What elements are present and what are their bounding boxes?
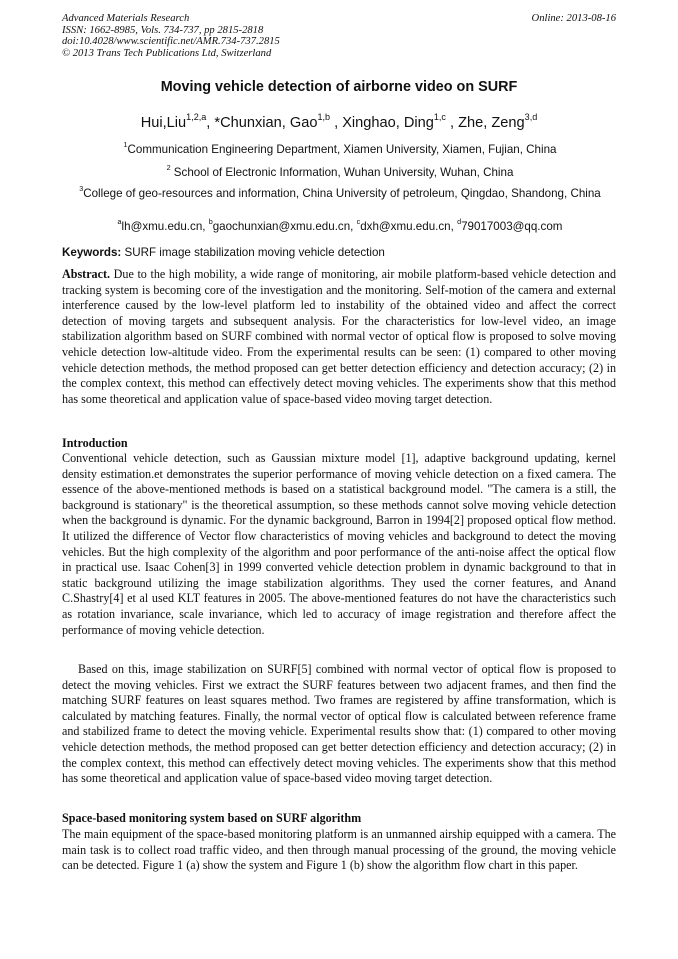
online-date: Online: 2013-08-16 xyxy=(531,13,616,24)
abstract-paragraph xyxy=(62,267,616,407)
author-separator: , xyxy=(445,114,459,131)
email-list xyxy=(62,218,618,233)
email-address: 79017003@qq.com xyxy=(461,219,563,233)
author-affiliation-mark: 1,2,a xyxy=(186,111,207,122)
author-affiliation-mark: 1,b xyxy=(317,111,331,122)
affiliation-text: School of Electronic Information, Wuhan University, Wuhan, China xyxy=(170,165,514,179)
section-heading: Space-based monitoring system based on SURF algorithm xyxy=(62,811,362,825)
copyright-line: © 2013 Trans Tech Publications Ltd, Switzerland xyxy=(62,47,272,59)
author-affiliation-mark: 3,d xyxy=(524,111,538,122)
issn-line: ISSN: 1662-8985, Vols. 734-737, pp 2815-2818 xyxy=(62,24,264,36)
email-mark: c xyxy=(356,216,361,226)
email-address: dxh@xmu.edu.cn, xyxy=(360,219,458,233)
affiliation-text: College of geo-resources and information, China University of petroleum, Qingdao, Shandong, China xyxy=(83,186,601,200)
email-address: lh@xmu.edu.cn, xyxy=(121,219,209,233)
abstract-text: Due to the high mobility, a wide range of monitoring, air mobile platform-based vehicle detection and tracking system is becoming core of the investigation and the monitoring. Self-motion of the camera and external interference caused by the low-level platform led to instability of the obtained video and affect the correct detection of moving targets and subsequent analysis. For the characteristics for low-level video, an image stabilization algorithm based on SURF combined with normal vector of optical flow is proposed to solve moving vehicle detection low-altitude video. From the experimental results can be seen: (1) compared to other moving vehicle detection methods, the method proposed can get better detection efficiency and detection accuracy; (2) in the complex context, this method can effectively detect moving vehicles. The experiments show that this method has some theoretical and application value of space-based video moving target detection. xyxy=(62,267,616,406)
email-mark: a xyxy=(117,216,122,226)
introduction-heading: Introduction xyxy=(62,436,128,450)
journal-name: Advanced Materials Research xyxy=(62,13,190,24)
keywords-label: Keywords: xyxy=(62,246,122,259)
author-separator: , xyxy=(330,114,343,131)
doi-line: doi:10.4028/www.scientific.net/AMR.734-737.2815 xyxy=(62,36,280,47)
introduction-paragraph-2: Based on this, image stabilization on SURF[5] combined with normal vector of optical flow is proposed to detect the moving vehicles. First we extract the SURF features between two adjacent frames, and then find the matching SURF features on least squares method. Two frames are registered by affine transformation, which is calculated by matching features. Finally, the normal vector of optical flow is calculated between reference frame and stabilized frame to detect the moving vehicle. Experimental results show that: (1) compared to other moving vehicle detection methods, the method proposed can get better detection efficiency and detection accuracy; (2) in the complex context, this method can effectively detect moving vehicles. The experiments show that this method has some theoretical and application value of space-based video moving target detection. xyxy=(62,662,616,786)
author-name: Xinghao, Ding xyxy=(342,114,434,131)
author-name: Hui,Liu xyxy=(140,114,187,131)
abstract-label: Abstract. xyxy=(62,267,111,281)
affiliation-2 xyxy=(62,160,618,181)
email-address: gaochunxian@xmu.edu.cn, xyxy=(212,219,357,233)
affiliation-mark: 3 xyxy=(79,183,84,193)
author-name: Zhe, Zeng xyxy=(458,114,525,131)
affiliation-1 xyxy=(62,137,618,158)
section-paragraph: The main equipment of the space-based monitoring platform is an unmanned airship equipped with a camera. The main task is to collect road traffic video, and then through manual processing of the ground, the moving vehicle can be detected. Figure 1 (a) show the system and Figure 1 (b) show the algorithm flow chart in this paper. xyxy=(62,827,616,873)
paper-title: Moving vehicle detection of airborne video on SURF xyxy=(160,79,518,95)
publication-header xyxy=(62,13,280,59)
author-name: *Chunxian, Gao xyxy=(214,114,318,131)
author-affiliation-mark: 1,c xyxy=(433,111,446,122)
email-mark: d xyxy=(457,216,462,226)
affiliation-3 xyxy=(62,181,618,202)
keywords-text: SURF image stabilization moving vehicle detection xyxy=(121,246,385,259)
affiliation-mark: 2 xyxy=(166,162,171,172)
affiliation-text: Communication Engineering Department, Xiamen University, Xiamen, Fujian, China xyxy=(127,142,557,156)
introduction-paragraph-1: Conventional vehicle detection, such as Gaussian mixture model [1], adaptive background updating, kernel density estimation.et demonstrates the superior performance of moving vehicle detection on a fixed camera. The essence of the above-mentioned methods is based on a statistical background model. "The camera is a still, the background is stationary" is the theoretical assumption, so these methods cannot solve moving vehicle detection when the background is dynamic. For the dynamic background, Barron in 1994[2] proposed optical flow method. It utilized the difference of Vector flow characteristics of moving vehicles and background to detect the moving vehicles. But the high complexity of the algorithm and poor performance of the anti-noise affect the optical flow in practical use. Isaac Cohen[3] in 1999 converted vehicle detection problem in dynamic background to that in static background utilizing the image stabilization algorithms. They used the corner features, and Anand C.Shastry[4] et al used KLT features in 2005. The above-mentioned features do not have the characteristics such as rotation invariance, scale invariance, which led to accuracy of image registration and therefore affect the performance of moving vehicle detection. xyxy=(62,451,616,637)
affiliation-mark: 1 xyxy=(123,139,128,149)
author-list xyxy=(0,113,678,131)
email-mark: b xyxy=(208,216,213,226)
author-separator: , xyxy=(206,114,215,131)
keywords xyxy=(62,246,618,259)
